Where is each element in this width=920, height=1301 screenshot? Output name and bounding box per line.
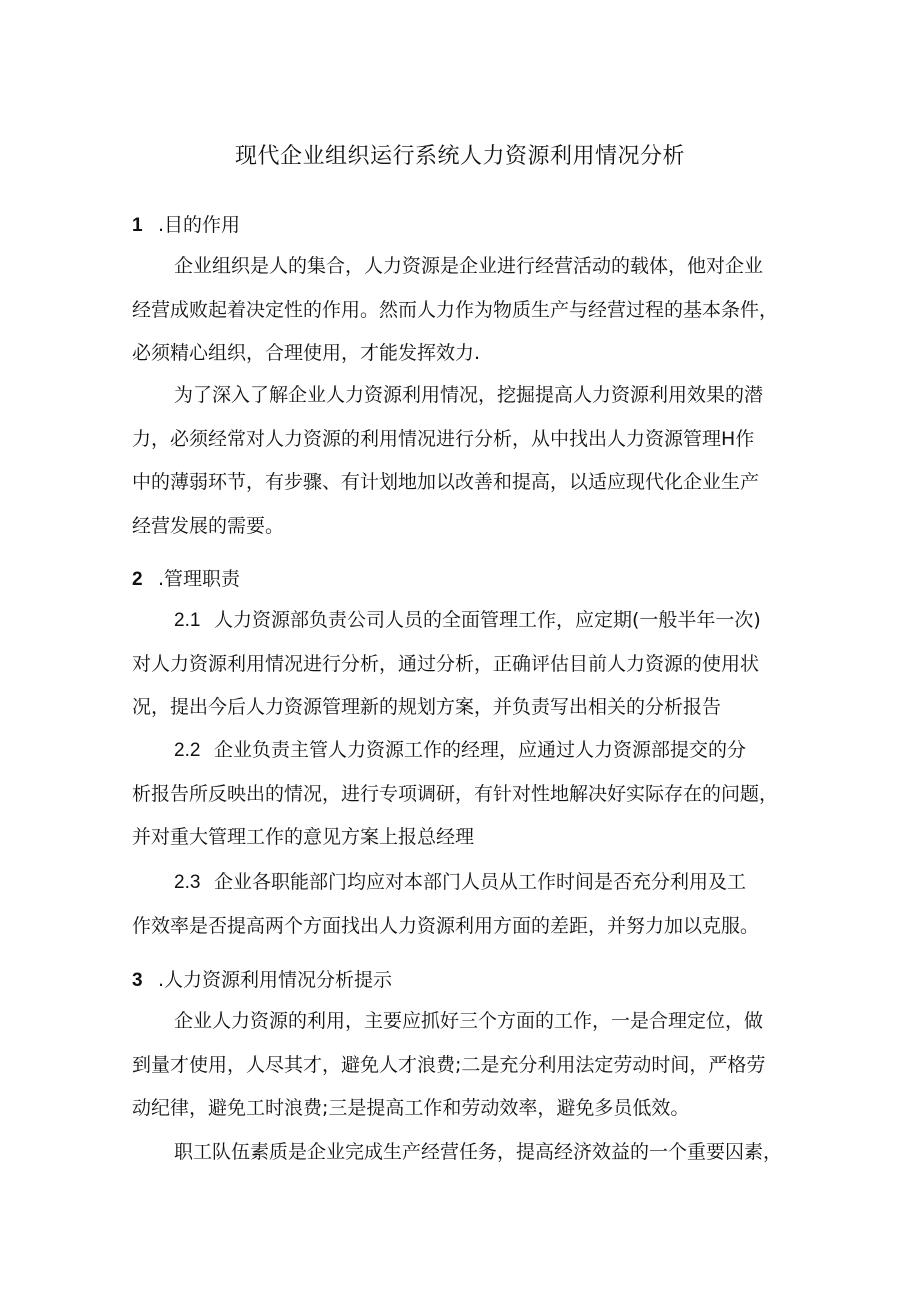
paragraph-line: 企业组织是人的集合，人力资源是企业进行经营活动的载体，他对企业 bbox=[174, 255, 764, 277]
section-heading-1 bbox=[132, 210, 240, 241]
section-number: 2 bbox=[132, 569, 143, 590]
paragraph-2-2 bbox=[132, 729, 812, 860]
paragraph-3-1 bbox=[132, 1000, 812, 1131]
paragraph-line: 经营发展的需要。 bbox=[132, 514, 285, 537]
sub-number: 2.3 bbox=[174, 872, 201, 893]
paragraph-line: 对人力资源利用情况进行分析，通过分析，正确评估目前人力资源的使用状 bbox=[132, 652, 760, 675]
paragraph-line: 作效率是否提高两个方面找出人力资源利用方面的差距，并努力加以克服。 bbox=[132, 914, 760, 937]
paragraph-line: 为了深入了解企业人力资源利用情况，挖掘提高人力资源利用效果的潜 bbox=[174, 384, 764, 406]
paragraph-2-3 bbox=[132, 861, 812, 948]
sub-number: 2.2 bbox=[174, 740, 201, 761]
paragraph-line bbox=[132, 599, 812, 643]
paragraph-line: 职工队伍素质是企业完成生产经营任务，提高经济效益的一个重要囚素， bbox=[174, 1141, 783, 1163]
paragraph-1-1 bbox=[132, 245, 812, 376]
paragraph-1-2 bbox=[132, 374, 812, 548]
paragraph-line: 中的薄弱环节，有步骤、有计划地加以改善和提高，以适应现代化企业生产 bbox=[132, 471, 760, 493]
paragraph-line: 必须精心组织，合理使用，才能发挥效力. bbox=[132, 342, 481, 364]
section-heading-text: .管理职责 bbox=[158, 568, 241, 590]
paragraph-line: 力，必须经常对人力资源的利用情况进行分析，从中找出人力资源管理H作 bbox=[132, 427, 755, 450]
section-heading-3 bbox=[132, 965, 392, 996]
paragraph-line: 经营成败起着决定性的作用。然而人力作为物质生产与经营过程的基本条件， bbox=[132, 298, 779, 321]
document-title: 现代企业组织运行系统人力资源利用情况分析 bbox=[234, 144, 685, 169]
section-heading-text: .人力资源利用情况分析提示 bbox=[158, 969, 393, 991]
paragraph-line bbox=[132, 861, 812, 905]
paragraph-line bbox=[132, 729, 812, 773]
sub-number: 2.1 bbox=[174, 610, 201, 631]
paragraph-line-text: 企业负责主管人力资源工作的经理，应通过人力资源部提交的分 bbox=[214, 739, 747, 761]
paragraph-line: 企业人力资源的利用，主要应抓好三个方面的工作，一是合理定位，做 bbox=[174, 1010, 764, 1032]
paragraph-line: 到量才使用，人尽其才，避免人才浪费;二是充分利用法定劳动时间，严格劳 bbox=[132, 1053, 766, 1076]
paragraph-2-1 bbox=[132, 599, 812, 730]
section-number: 3 bbox=[132, 970, 143, 991]
paragraph-line: 析报告所反映出的情况，进行专项调研，有针对性地解决好实际存在的问题， bbox=[132, 782, 779, 805]
section-heading-2 bbox=[132, 564, 240, 595]
section-heading-text: .目的作用 bbox=[158, 214, 241, 236]
section-number: 1 bbox=[132, 215, 143, 236]
paragraph-line: 并对重大管理工作的意见方案上报总经理 bbox=[132, 826, 475, 848]
paragraph-line: 况，提出今后人力资源管理新的规划方案，并负责写出相关的分析报告 bbox=[132, 696, 722, 718]
paragraph-line-text: 人力资源部负责公司人员的全面管理工作，应定期(一般半年一次) bbox=[214, 609, 761, 631]
paragraph-line: 动纪律，避免工时浪费;三是提高工作和劳动效率，避免多员低效。 bbox=[132, 1097, 690, 1119]
paragraph-3-2 bbox=[132, 1131, 812, 1175]
paragraph-line-text: 企业各职能部门均应对本部门人员从工作时间是否充分利用及工 bbox=[214, 871, 747, 893]
